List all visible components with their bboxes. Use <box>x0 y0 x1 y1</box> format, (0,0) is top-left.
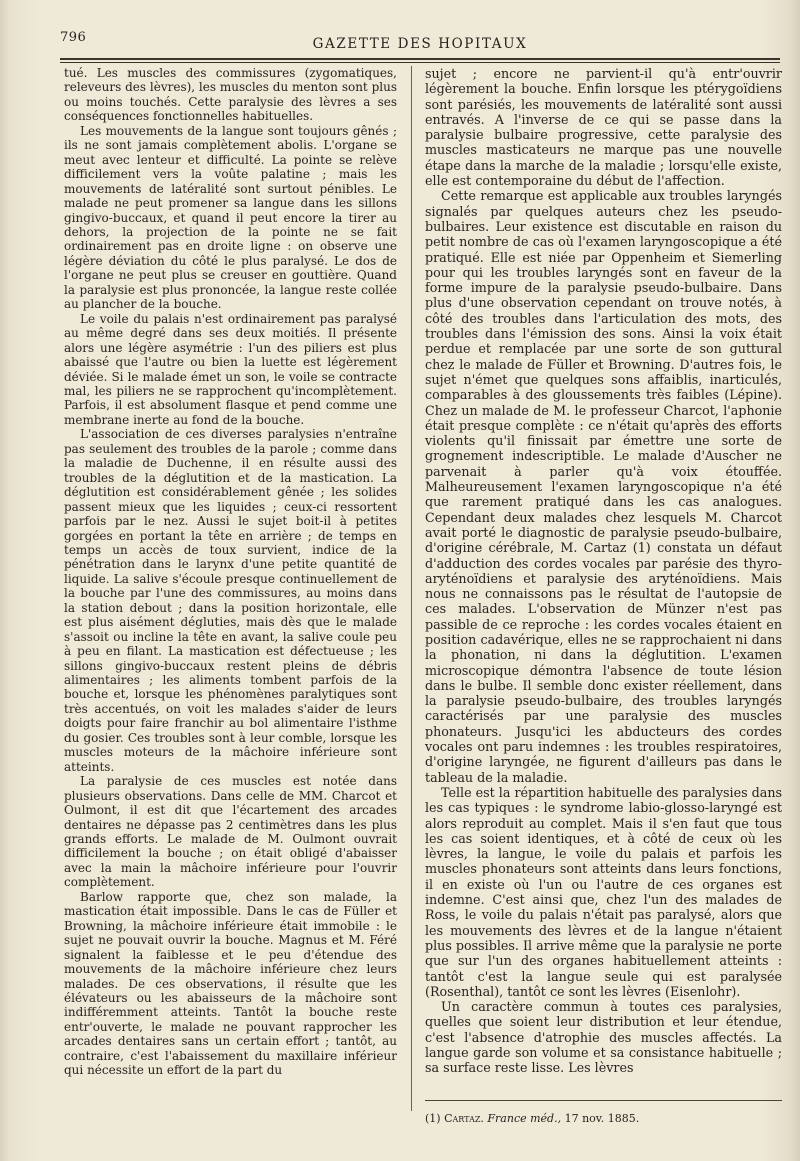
paragraph: Le voile du palais n'est ordinairement pas paralysé au même degré dans ses deux moitiés. Il présente alors une légère asymétrie : l'un des piliers est plus abaissé que l'autre ou bien la luette est légèrement déviée. Si le malade émet un son, le voile se contracte mal, les piliers ne se rapprochent qu'incomplètement. Parfois, il est absolument flasque et pend comme une membrane inerte au fond de la bouche. <box>64 311 397 427</box>
running-title: GAZETTE DES HOPITAUX <box>312 36 528 52</box>
footnote-date: 17 nov. 1885. <box>564 1112 640 1125</box>
paragraph: La paralysie de ces muscles est notée dans plusieurs observations. Dans celle de MM. Charcot et Oulmont, il est dit que l'écartement des arcades dentaires ne dépasse pas 2 centimètres dans les plus grands efforts. Le malade de M. Oulmont ouvrait difficilement la bouche ; on était obligé d'abaisser avec la main la mâchoire inférieure pour l'ouvrir complètement. <box>64 774 397 890</box>
paragraph: tué. Les muscles des commissures (zygomatiques, releveurs des lèvres), les muscles du menton sont plus ou moins touchés. Cette paralysie des lèvres a ses conséquences fonctionnelles habituelles. <box>64 66 397 124</box>
paragraph: Telle est la répartition habituelle des paralysies dans les cas typiques : le syndrome labio-glosso-laryngé est alors reproduit au complet. Mais il s'en faut que tous les cas soient identiques, et à côté de ceux où les lèvres, la langue, le voile du palais et parfois les muscles phonateurs sont atteints dans leurs fonctions, il en existe où l'un ou l'autre de ces organes est indemne. C'est ainsi que, chez l'un des malades de Ross, le voile du palais n'était pas paralysé, alors que les mouvements des lèvres et de la langue n'étaient plus possibles. Il arrive même que la paralysie ne porte que sur l'un des organes habituellement atteints : tantôt c'est la langue seule qui est paralysée (Rosenthal), tantôt ce sont les lèvres (Eisenlohr). <box>425 784 782 999</box>
page-number: 796 <box>60 30 87 45</box>
column-divider <box>411 66 412 1111</box>
paragraph: L'association de ces diverses paralysies n'entraîne pas seulement des troubles de la parole ; comme dans la maladie de Duchenne, il en résulte aussi des troubles de la déglutition et de la mastication. La déglutition est considérablement gênée ; les solides passent mieux que les liquides ; ceux-ci ressortent parfois par le nez. Aussi le sujet boit-il à petites gorgées en portant la tête en arrière ; de temps en temps un accès de toux survient, indice de la pénétration dans le larynx d'une petite quantité de liquide. La salive s'écoule presque continuellement de la bouche par l'une des commissures, au moins dans la station debout ; dans la position horizontale, elle est plus aisément dégluties, mais dès que le malade s'assoit ou incline la tête en avant, la salive coule peu à peu en filant. La mastication est défectueuse ; les sillons gingivo-buccaux restent pleins de débris alimentaires ; les aliments tombent parfois de la bouche et, lorsque les phénomènes paralytiques sont très accentués, on voit les malades s'aider de leurs doigts pour faire franchir au bol alimentaire l'isthme du gosier. Ces troubles sont à leur comble, lorsque les muscles moteurs de la mâchoire inférieure sont atteints. <box>64 427 397 774</box>
paragraph: Barlow rapporte que, chez son malade, la mastication était impossible. Dans le cas de Füller et Browning, la mâchoire inférieure était immobile : le sujet ne pouvait ouvrir la bouche. Magnus et M. Féré signalent la faiblesse et le peu d'étendue des mouvements de la mâchoire inférieure chez leurs malades. De ces observations, il résulte que les élévateurs ou les abaisseurs de la mâchoire sont indifféremment atteints. Tantôt la bouche reste entr'ouverte, le malade ne pouvant rapprocher les arcades dentaires sans un certain effort ; tantôt, au contraire, c'est l'abaissement du maxillaire inférieur qui nécessite un effort de la part du <box>64 889 397 1078</box>
paragraph: sujet ; encore ne parvient-il qu'à entr'ouvrir légèrement la bouche. Enfin lorsque les ptérygoïdiens sont parésiés, les mouvements de latéralité sont aussi entravés. A l'inverse de ce qui se passe dans la paralysie bulbaire progressive, cette paralysie des muscles masticateurs ne marque pas une nouvelle étape dans la marche de la maladie ; lorsqu'elle existe, elle est contemporaine du début de l'affection. <box>425 66 782 189</box>
paragraph: Un caractère commun à toutes ces paralysies, quelles que soient leur distribution et leur étendue, c'est l'absence d'atrophie des muscles affectés. La langue garde son volume et sa consistance habituelle ; sa surface reste lisse. Les lèvres <box>425 999 782 1076</box>
header-rule-thick <box>60 58 780 60</box>
footnote-venue: France méd., <box>487 1112 562 1125</box>
footnote <box>425 1112 782 1125</box>
page-header <box>60 28 780 58</box>
paragraph: Les mouvements de la langue sont toujours gênés ; ils ne sont jamais complètement abolis. L'organe se meut avec lenteur et difficulté. La pointe se relève difficilement vers la voûte palatine ; mais les mouvements de latéralité sont surtout pénibles. Le malade ne peut promener sa langue dans les sillons gingivo-buccaux, et quand il peut encore la tirer au dehors, la projection de la pointe ne se fait ordinairement pas en droite ligne : on observe une légère déviation du côté le plus paralysé. Le dos de l'organe ne peut plus se creuser en gouttière. Quand la paralysie est plus prononcée, la langue reste collée au plancher de la bouche. <box>64 123 397 312</box>
header-rule-thin <box>60 62 780 63</box>
footnote-marker: (1) <box>425 1112 441 1125</box>
right-column <box>425 66 782 1076</box>
footnote-author: Cartaz. <box>444 1112 484 1125</box>
footnote-rule <box>425 1100 782 1101</box>
left-column <box>64 66 397 1078</box>
paragraph: Cette remarque est applicable aux troubles laryngés signalés par quelques auteurs chez les pseudo-bulbaires. Leur existence est discutable en raison du petit nombre de cas où l'examen laryngoscopique a été pratiqué. Elle est niée par Oppenheim et Siemerling pour qui les troubles laryngés sont en faveur de la forme impure de la paralysie pseudo-bulbaire. Dans plus d'une observation cependant on trouve notés, à côté des troubles dans l'articulation des mots, des troubles dans l'émission des sons. Ainsi la voix était perdue et remplacée par une sorte de son guttural chez le malade de Füller et Browning. D'autres fois, le sujet n'émet que quelques sons affaiblis, inarticulés, comparables à des gloussements très faibles (Lépine). Chez un malade de M. le professeur Charcot, l'aphonie était presque complète : ce n'était qu'après des efforts violents qu'il finissait par émettre une sorte de grognement indescriptible. Le malade d'Auscher ne parvenait à parler qu'à voix étouffée. Malheureusement l'examen laryngoscopique n'a été que rarement pratiqué dans les cas analogues. Cependant deux malades chez lesquels M. Charcot avait porté le diagnostic de paralysie pseudo-bulbaire, d'origine cérébrale, M. Cartaz (1) constata un défaut d'adduction des cordes vocales par parésie des thyro-aryténoïdiens et paralysie des aryténoïdiens. Mais nous ne connaissons pas le résultat de l'autopsie de ces malades. L'observation de Münzer n'est pas passible de ce reproche : les cordes vocales étaient en position cadavérique, elles ne se rapprochaient ni dans la phonation, ni dans la déglutition. L'examen microscopique démontra l'absence de toute lésion dans le bulbe. Il semble donc exister réellement, dans la paralysie pseudo-bulbaire, des troubles laryngés caractérisés par une paralysie des muscles phonateurs. Jusqu'ici les abducteurs des cordes vocales ont paru indemnes : les troubles respiratoires, d'origine laryngée, ne figurent d'ailleurs pas dans le tableau de la maladie. <box>425 188 782 785</box>
